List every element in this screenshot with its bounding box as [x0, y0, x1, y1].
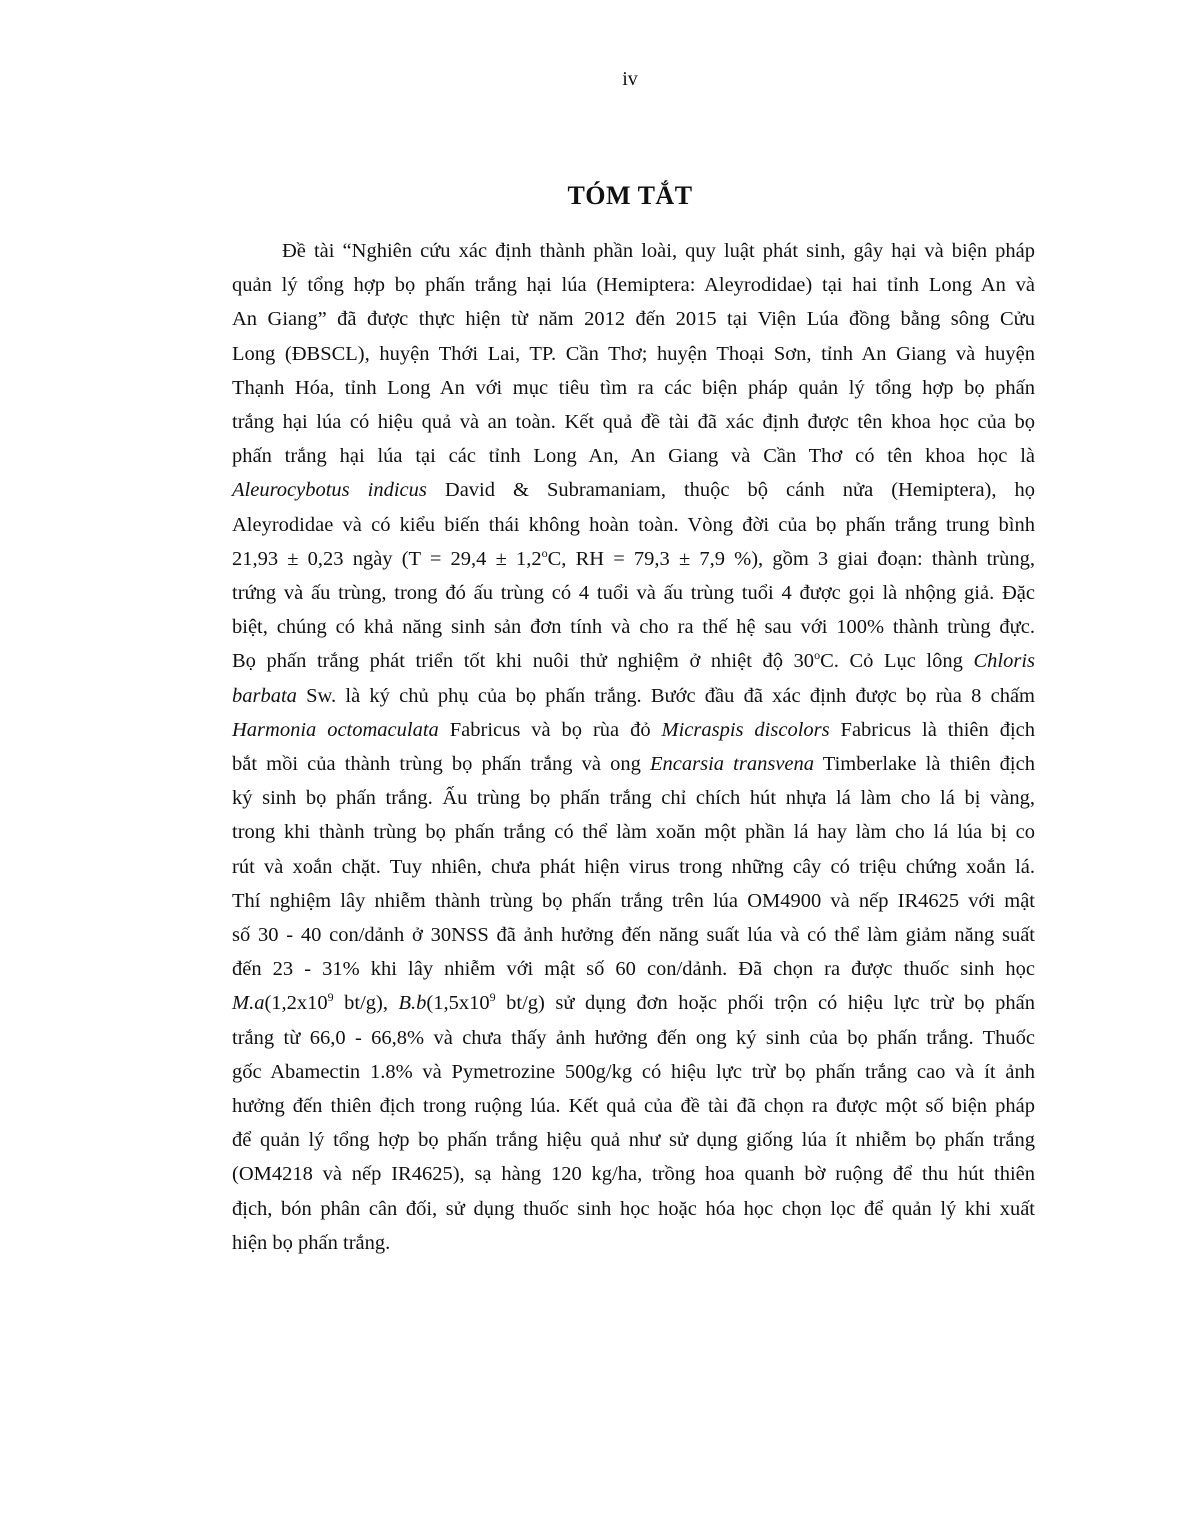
line-text: 21,93 ± 0,23 ngày (T = 29,4 ± 1,2: [232, 547, 542, 570]
page-title: TÓM TẮT: [567, 181, 693, 210]
line-text: Fabricus và bọ rùa đỏ: [438, 718, 662, 741]
scientific-name: B.b: [398, 992, 427, 1015]
abstract-line: hưởng đến thiên địch trong ruộng lúa. Kết quả của đề tài đã chọn ra được một số biện pháp: [232, 1095, 1035, 1118]
scientific-name: Chloris: [973, 650, 1035, 673]
scientific-name: Encarsia transvena: [650, 753, 815, 776]
abstract-line: An Giang” đã được thực hiện từ năm 2012 đến 2015 tại Viện Lúa đồng bằng sông Cửu: [232, 308, 1035, 331]
abstract-line: Aleyrodidae và có kiểu biến thái không hoàn toàn. Vòng đời của bọ phấn trắng trung bình: [232, 513, 1035, 536]
scientific-name: Harmonia octomaculata: [232, 718, 439, 741]
abstract-line: [232, 473, 1035, 507]
line-text: Bọ phấn trắng phát triển tốt khi nuôi thử nghiệm ở nhiệt độ 30: [232, 650, 815, 673]
scientific-name: Micraspis discolors: [661, 718, 830, 741]
abstract-line: trứng và ấu trùng, trong đó ấu trùng có 4 tuổi và ấu trùng tuổi 4 được gọi là nhộng giả. Đặc: [232, 582, 1035, 605]
scientific-name: barbata: [232, 684, 297, 707]
line-text: bt/g) sử dụng đơn hoặc phối trộn có hiệu lực trừ bọ phấn: [495, 992, 1036, 1015]
abstract-line: Đề tài “Nghiên cứu xác định thành phần loài, quy luật phát sinh, gây hại và biện pháp: [282, 240, 1035, 262]
abstract-line: Thạnh Hóa, tỉnh Long An với mục tiêu tìm ra các biện pháp quản lý tổng hợp bọ phấn: [232, 376, 1035, 399]
abstract-line: số 30 - 40 con/dảnh ở 30NSS đã ảnh hưởng đến năng suất lúa và có thể làm giảm năng suất: [232, 924, 1035, 947]
abstract-line: hiện bọ phấn trắng.: [232, 1231, 391, 1254]
abstract-line: để quản lý tổng hợp bọ phấn trắng hiệu quả như sử dụng giống lúa ít nhiễm bọ phấn trắng: [232, 1129, 1035, 1152]
abstract-line: biệt, chúng có khả năng sinh sản đơn tính và cho ra thế hệ sau với 100% thành trùng đực.: [232, 616, 1035, 639]
line-text: David & Subramaniam, thuộc bộ cánh nửa (Hemiptera), họ: [426, 479, 1036, 502]
exponent-sup: 9: [489, 990, 496, 1005]
abstract-line: trong khi thành trùng bọ phấn trắng có thể làm xoăn một phần lá hay làm cho lá lúa bị co: [232, 821, 1035, 844]
abstract-body: [232, 234, 1035, 1260]
degree-sup: o: [541, 545, 548, 560]
line-text: Fabricus là thiên địch: [829, 718, 1035, 741]
abstract-line: ký sinh bọ phấn trắng. Ấu trùng bọ phấn trắng chỉ chích hút nhựa lá làm cho lá bị vàng,: [232, 787, 1035, 810]
abstract-line: gốc Abamectin 1.8% và Pymetrozine 500g/kg có hiệu lực trừ bọ phấn trắng cao và ít ảnh: [232, 1060, 1035, 1083]
line-text: bắt mồi của thành trùng bọ phấn trắng và ong: [232, 753, 651, 776]
abstract-line: [232, 713, 1035, 747]
abstract-line: Long (ĐBSCL), huyện Thới Lai, TP. Cần Thơ; huyện Thoại Sơn, tỉnh An Giang và huyện: [232, 342, 1035, 365]
abstract-line: [232, 747, 1035, 781]
line-text: (1,5x10: [426, 992, 490, 1015]
degree-sup: o: [814, 648, 821, 663]
abstract-line: rút và xoắn chặt. Tuy nhiên, chưa phát hiện virus trong những cây có triệu chứng xoắn lá.: [232, 855, 1035, 878]
abstract-line: quản lý tổng hợp bọ phấn trắng hại lúa (Hemiptera: Aleyrodidae) tại hai tỉnh Long An và: [232, 274, 1035, 297]
abstract-line: Thí nghiệm lây nhiễm thành trùng bọ phấn trắng trên lúa OM4900 và nếp IR4625 với mật: [232, 889, 1035, 912]
scientific-name: M.a: [232, 992, 265, 1015]
line-text: Timberlake là thiên địch: [814, 753, 1035, 776]
abstract-line: trắng hại lúa có hiệu quả và an toàn. Kết quả đề tài đã xác định được tên khoa học của bọ: [232, 411, 1035, 434]
abstract-line: [232, 986, 1035, 1020]
abstract-line: phấn trắng hại lúa tại các tỉnh Long An, An Giang và Cần Thơ có tên khoa học là: [232, 445, 1035, 468]
abstract-line: [232, 679, 1035, 713]
abstract-line: [232, 542, 1035, 576]
abstract-line: đến 23 - 31% khi lây nhiễm với mật số 60 con/dảnh. Đã chọn ra được thuốc sinh học: [232, 958, 1035, 981]
abstract-line: (OM4218 và nếp IR4625), sạ hàng 120 kg/ha, trồng hoa quanh bờ ruộng để thu hút thiên: [232, 1163, 1035, 1186]
exponent-sup: 9: [327, 990, 334, 1005]
line-text: C. Cỏ Lục lông: [820, 650, 974, 673]
scientific-name: Aleurocybotus indicus: [232, 479, 427, 502]
line-text: C, RH = 79,3 ± 7,9 %), gồm 3 giai đoạn: thành trùng,: [547, 547, 1036, 570]
page-number: iv: [622, 68, 638, 90]
abstract-line: trắng từ 66,0 - 66,8% và chưa thấy ảnh hưởng đến ong ký sinh của bọ phấn trắng. Thuốc: [232, 1026, 1035, 1049]
line-text: Sw. là ký chủ phụ của bọ phấn trắng. Bước đầu đã xác định được bọ rùa 8 chấm: [296, 684, 1035, 707]
abstract-line: [232, 644, 1035, 678]
abstract-line: địch, bón phân cân đối, sử dụng thuốc sinh học hoặc hóa học chọn lọc để quản lý khi xuất: [232, 1197, 1035, 1220]
line-text: (1,2x10: [264, 992, 328, 1015]
line-text: bt/g),: [333, 992, 399, 1015]
